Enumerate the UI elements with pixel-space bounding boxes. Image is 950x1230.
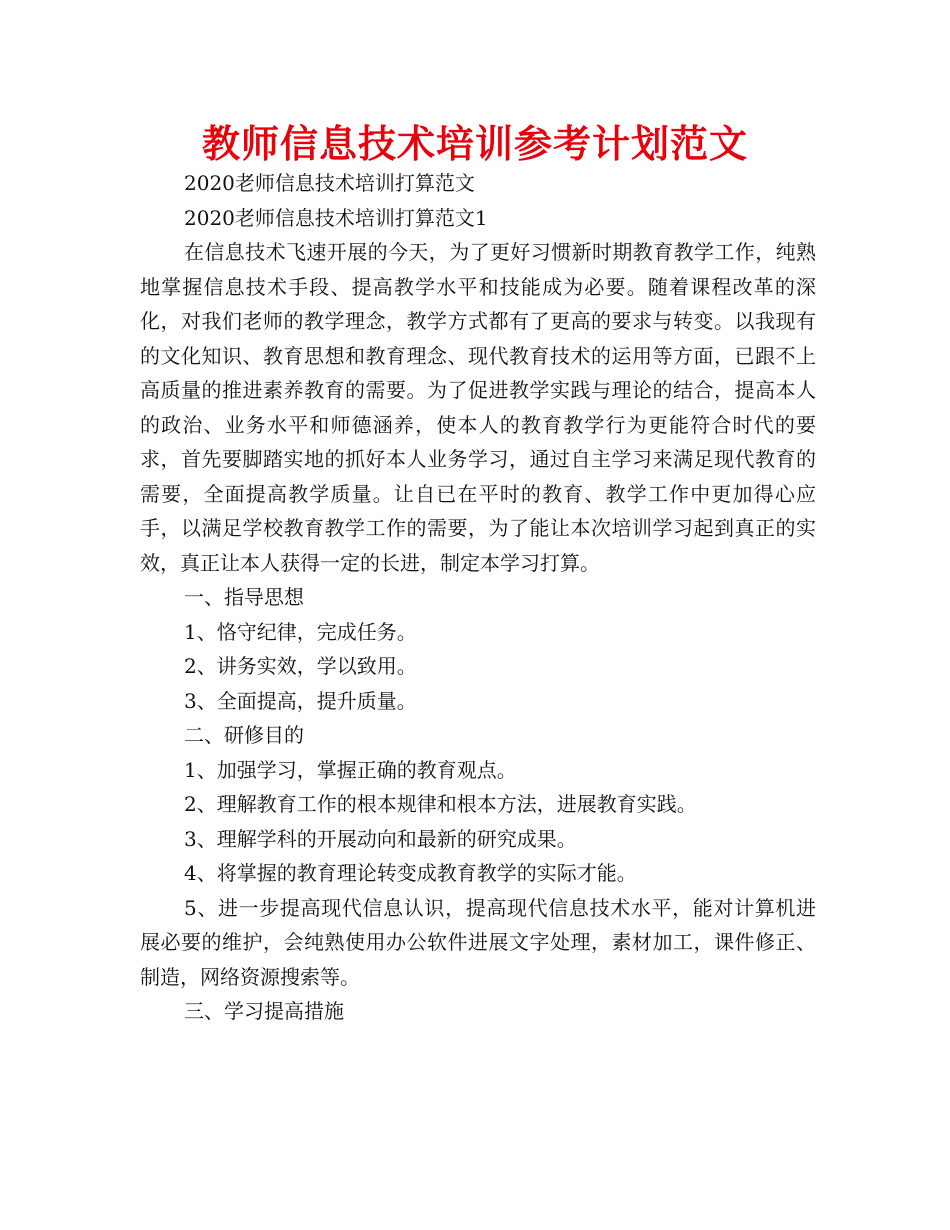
section-heading-1: 一、指导思想	[184, 585, 304, 609]
list-item: 1、加强学习，掌握正确的教育观点。	[184, 757, 517, 782]
subtitle-2: 2020老师信息技术培训打算范文1	[184, 205, 488, 230]
list-item: 3、理解学科的开展动向和最新的研究成果。	[184, 826, 577, 851]
list-item: 4、将掌握的教育理论转变成教育教学的实际才能。	[184, 861, 637, 885]
list-item: 2、讲务实效，学以致用。	[184, 654, 417, 678]
list-item: 1、恪守纪律，完成任务。	[184, 619, 417, 644]
document-body	[140, 166, 816, 1029]
list-item: 5、进一步提高现代信息认识，提高现代信息技术水平，能对计算机进展必要的维护，会纯熟使用办公软件进展文字处理，素材加工，课件修正、制造，网络资源搜索等。	[140, 895, 816, 989]
list-item: 2、理解教育工作的根本规律和根本方法，进展教育实践。	[184, 792, 697, 816]
section-heading-2: 二、研修目的	[184, 723, 304, 747]
document-title: 教师信息技术培训参考计划范文	[201, 122, 748, 166]
section-heading-3: 三、学习提高措施	[184, 999, 344, 1023]
list-item: 3、全面提高，提升质量。	[184, 688, 417, 713]
subtitle: 2020老师信息技术培训打算范文	[184, 171, 475, 195]
intro-paragraph: 在信息技术飞速开展的今天，为了更好习惯新时期教育教学工作，纯熟地掌握信息技术手段、提高教学水平和技能成为必要。随着课程改革的深化，对我们老师的教学理念，教学方式都有了更高的要求与转变。以我现有的文化知识、教育思想和教育理念、现代教育技术的运用等方面，已跟不上高质量的推进素养教育的需要。为了促进教学实践与理论的结合，提高本人的政治、业务水平和师德涵养，使本人的教育教学行为更能符合时代的要求，首先要脚踏实地的抓好本人业务学习，通过自主学习来满足现代教育的需要，全面提高教学质量。让自已在平时的教育、教学工作中更加得心应手，以满足学校教育教学工作的需要，为了能让本次培训学习起到真正的实效，真正让本人获得一定的长进，制定本学习打算。	[140, 240, 816, 575]
